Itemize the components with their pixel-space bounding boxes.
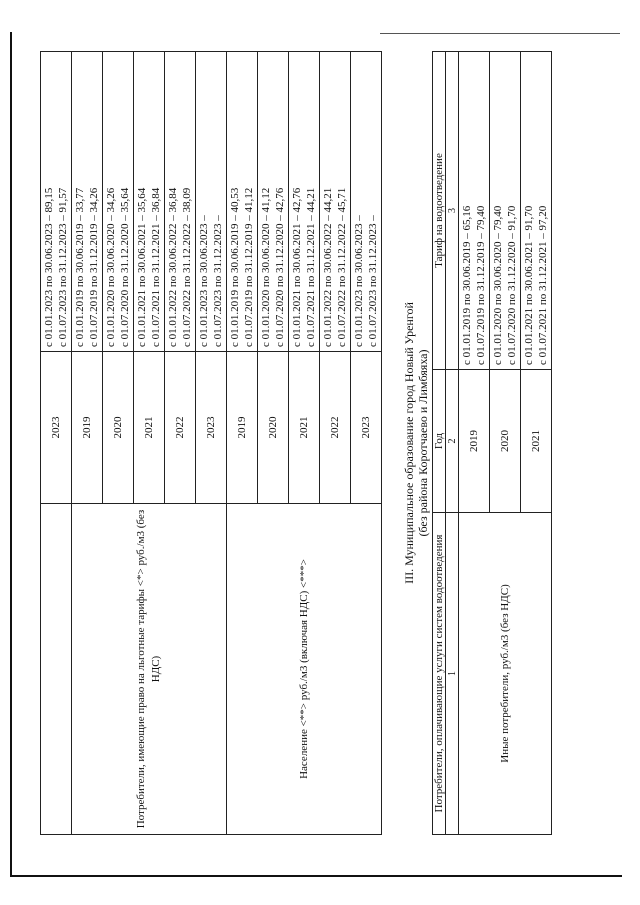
- section-title: III. Муниципальное образование город Новый Уренгой: [402, 302, 416, 584]
- tariff-period: с 01.01.2019 по 30.06.2019 – 65,16: [461, 205, 473, 365]
- tariff-period: с 01.01.2021 по 30.06.2021 – 35,64: [136, 187, 148, 347]
- header-consumers: Потребители, оплачивающие услуги систем водоотведения: [433, 513, 446, 835]
- year-cell: 2021: [289, 352, 320, 504]
- tariff-period: с 01.07.2019 по 31.12.2019 – 79,40: [475, 205, 487, 365]
- year-cell: 2021: [521, 370, 552, 513]
- tariff-period: с 01.01.2021 по 30.06.2021 – 91,70: [523, 205, 535, 365]
- tariff-period: с 01.01.2023 по 30.06.2023 –: [198, 215, 210, 347]
- year-cell: 2020: [258, 352, 289, 504]
- consumer-cell: Иные потребители, руб./м3 (без НДС): [459, 513, 552, 835]
- header-year: Год: [433, 370, 446, 513]
- rotated-page-content: [40, 45, 620, 835]
- tariff-period: с 01.01.2022 по 30.06.2022 – 44,21: [322, 187, 334, 347]
- tariff-periods-cell: [258, 52, 289, 352]
- page-border-bottom: [10, 875, 622, 877]
- tariff-periods-cell: [72, 52, 103, 352]
- table-row: [41, 52, 72, 835]
- tariff-period: с 01.01.2020 по 30.06.2020 – 34,26: [105, 187, 117, 347]
- year-cell: 2022: [320, 352, 351, 504]
- tariff-period: с 01.07.2020 по 31.12.2020 – 35,64: [119, 187, 131, 347]
- tariff-period: с 01.07.2020 по 31.12.2020 – 91,70: [506, 205, 518, 365]
- header-tariff: Тариф на водоотведение: [433, 52, 446, 370]
- page-border-left: [10, 32, 12, 877]
- page-border-top: [380, 33, 620, 34]
- year-cell: 2019: [72, 352, 103, 504]
- year-cell: 2020: [490, 370, 521, 513]
- tariff-period: с 01.01.2020 по 30.06.2020 – 41,12: [260, 187, 272, 347]
- tariff-period: с 01.01.2019 по 30.06.2019 – 33,77: [74, 187, 86, 347]
- column-number: 3: [446, 52, 459, 370]
- year-cell: 2019: [459, 370, 490, 513]
- tariff-table-novy-urengoy: [432, 51, 552, 835]
- tariff-periods-cell: [227, 52, 258, 352]
- tariff-periods-cell: [289, 52, 320, 352]
- year-cell: 2020: [103, 352, 134, 504]
- tariff-period: с 01.01.2023 по 30.06.2023 – 89,15: [43, 187, 55, 347]
- tariff-period: с 01.01.2019 по 30.06.2019 – 40,53: [229, 187, 241, 347]
- tariff-periods-cell: [103, 52, 134, 352]
- tariff-periods-cell: [196, 52, 227, 352]
- section-subtitle: (без района Коротчаево и Лимбяяха): [416, 349, 430, 537]
- tariff-periods-cell: [521, 52, 552, 370]
- table-row: [72, 52, 103, 835]
- column-number: 1: [446, 513, 459, 835]
- consumer-cell: Население <**> руб./м3 (включая НДС) <***>: [227, 504, 382, 835]
- tariff-period: с 01.07.2022 по 31.12.2022 – 45,71: [336, 187, 348, 347]
- tariff-period: с 01.07.2019 по 31.12.2019 – 41,12: [243, 187, 255, 347]
- tariff-period: с 01.07.2023 по 31.12.2023 –: [212, 215, 224, 347]
- year-cell: 2023: [196, 352, 227, 504]
- tariff-periods-cell: [351, 52, 382, 352]
- year-cell: 2022: [165, 352, 196, 504]
- tariff-period: с 01.01.2021 по 30.06.2021 – 42,76: [291, 187, 303, 347]
- tariff-periods-cell: [490, 52, 521, 370]
- tariff-periods-cell: [320, 52, 351, 352]
- tariff-period: с 01.07.2020 по 31.12.2020 – 42,76: [274, 187, 286, 347]
- consumer-cell: [41, 504, 72, 835]
- tariff-period: с 01.07.2023 по 31.12.2023 – 91,57: [57, 187, 69, 347]
- year-cell: 2019: [227, 352, 258, 504]
- consumer-cell: Потребители, имеющие право на льготные тарифы <*> руб./м3 (без НДС): [72, 504, 227, 835]
- section-heading: [402, 51, 430, 835]
- year-cell: 2023: [41, 352, 72, 504]
- table-row: [459, 52, 490, 835]
- tariff-period: с 01.07.2022 по 31.12.2022 – 38,09: [181, 187, 193, 347]
- table-row: [227, 52, 258, 835]
- tariff-period: с 01.07.2021 по 31.12.2021 – 36,84: [150, 187, 162, 347]
- tariff-period: с 01.01.2020 по 30.06.2020 – 79,40: [492, 205, 504, 365]
- tariff-period: с 01.01.2023 по 30.06.2023 –: [353, 215, 365, 347]
- tariff-period: с 01.07.2021 по 31.12.2021 – 97,20: [537, 205, 549, 365]
- tariff-period: с 01.07.2019 по 31.12.2019 – 34,26: [88, 187, 100, 347]
- year-cell: 2021: [134, 352, 165, 504]
- tariff-periods-cell: [134, 52, 165, 352]
- tariff-periods-cell: [459, 52, 490, 370]
- column-number: 2: [446, 370, 459, 513]
- year-cell: 2023: [351, 352, 382, 504]
- tariff-period: с 01.07.2021 по 31.12.2021 – 44,21: [305, 187, 317, 347]
- tariff-periods-cell: [41, 52, 72, 352]
- tariff-table-continued: [40, 51, 382, 835]
- tariff-periods-cell: [165, 52, 196, 352]
- tariff-period: с 01.01.2022 по 30.06.2022 – 36,84: [167, 187, 179, 347]
- tariff-period: с 01.07.2023 по 31.12.2023 –: [367, 215, 379, 347]
